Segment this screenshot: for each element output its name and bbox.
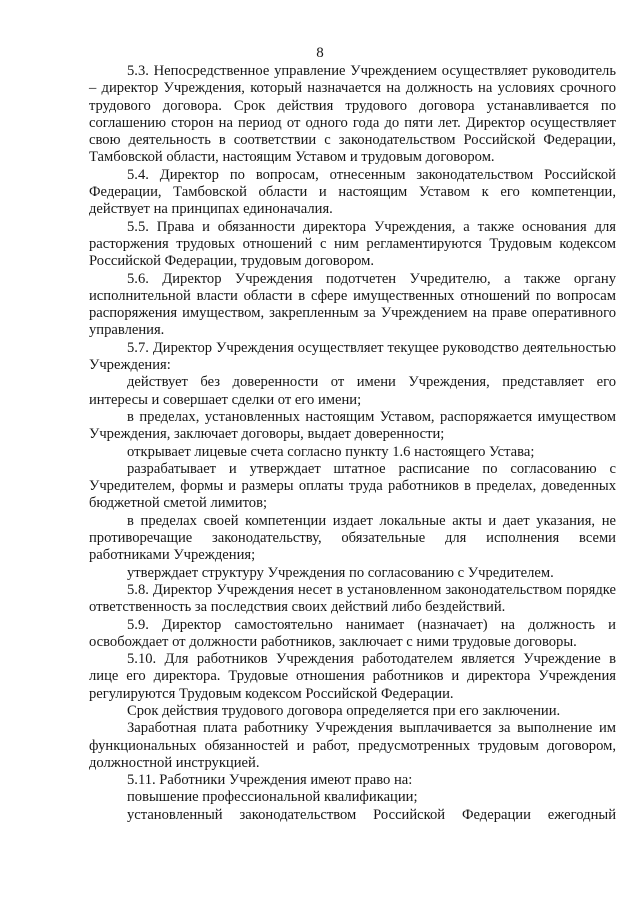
list-item-staff-schedule: разрабатывает и утверждает штатное расписание по согласованию с Учредителем, формы и размеры оплаты труда работников в пределах, доведенных бюджетной сметой лимитов; (89, 460, 616, 512)
paragraph-5-7: 5.7. Директор Учреждения осуществляет текущее руководство деятельностью Учреждения: (89, 339, 616, 374)
page-number: 8 (316, 45, 324, 61)
paragraph-5-11: 5.11. Работники Учреждения имеют право на: (127, 772, 413, 789)
list-item-approves-structure: утверждает структуру Учреждения по согласованию с Учредителем. (127, 564, 554, 581)
document-body (89, 63, 616, 824)
paragraph-5-8: 5.8. Директор Учреждения несет в установленном законодательством порядке ответственность за последствия своих действий либо бездействий. (89, 581, 616, 616)
paragraph-5-6: 5.6. Директор Учреждения подотчетен Учредителю, а также органу исполнительной власти области в сфере имущественных отношений по вопросам распоряжения имуществом, закрепленным за Учреждением на праве оперативного управления. (89, 270, 616, 339)
paragraph-5-3: 5.3. Непосредственное управление Учреждением осуществляет руководитель – директор Учреждения, который назначается на должность на условиях срочного трудового договора. Срок действия трудового договора устанавливается по соглашению сторон на период от одного года до пяти лет. Директор осуществляет свою деятельность в соответствии с законодательством Российской Федерации, Тамбовской области, настоящим Уставом и трудовым договором. (89, 63, 616, 166)
paragraph-contract-term: Срок действия трудового договора определяется при его заключении. (127, 702, 561, 719)
list-item-disposes-property: в пределах, установленных настоящим Уставом, распоряжается имуществом Учреждения, заключает договоры, выдает доверенности; (89, 408, 616, 443)
list-item-annual-leave: установленный законодательством Российской Федерации ежегодный (127, 806, 616, 823)
list-item-local-acts: в пределах своей компетенции издает локальные акты и дает указания, не противоречащие законодательству, обязательные для исполнения всеми работниками Учреждения; (89, 512, 616, 564)
paragraph-5-5: 5.5. Права и обязанности директора Учреждения, а также основания для расторжения трудовых отношений с ним регламентируются Трудовым кодексом Российской Федерации, трудовым договором. (89, 218, 616, 270)
paragraph-salary: Заработная плата работнику Учреждения выплачивается за выполнение им функциональных обязанностей и работ, предусмотренных трудовым договором, должностной инструкцией. (89, 720, 616, 771)
paragraph-5-10: 5.10. Для работников Учреждения работодателем является Учреждение в лице его директора. Трудовые отношения работников и директора Учреждения регулируются Трудовым кодексом Российской Федерации. (89, 651, 616, 702)
list-item-acts-without-proxy: действует без доверенности от имени Учреждения, представляет его интересы и совершает сделки от его имени; (89, 374, 616, 408)
list-item-opens-accounts: открывает лицевые счета согласно пункту 1.6 настоящего Устава; (127, 443, 535, 460)
paragraph-5-9: 5.9. Директор самостоятельно нанимает (назначает) на должность и освобождает от должности работников, заключает с ними трудовые договоры. (89, 616, 616, 650)
paragraph-5-4: 5.4. Директор по вопросам, отнесенным законодательством Российской Федерации, Тамбовской области и настоящим Уставом к его компетенции, действует на принципах единоначалия. (89, 166, 616, 218)
list-item-qualification: повышение профессиональной квалификации; (127, 789, 418, 806)
